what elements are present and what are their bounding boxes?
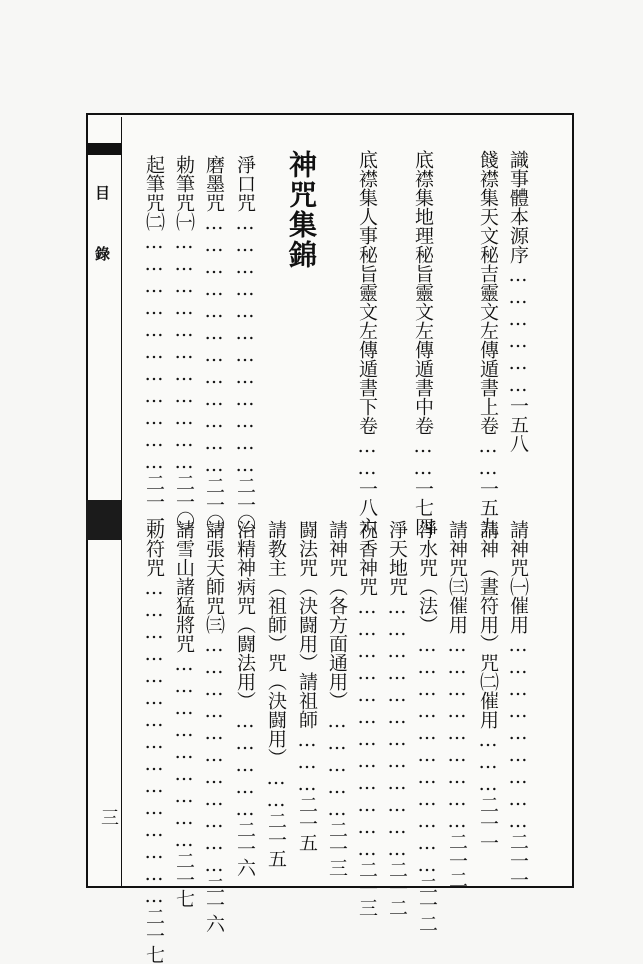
toc-entry — [266, 520, 285, 868]
toc-entry-dots: …… — [356, 435, 378, 479]
toc-entry-title: 請神咒㈢催用 — [446, 520, 468, 634]
toc-entry — [417, 520, 436, 933]
spell-dots: …………………………… — [143, 231, 165, 473]
toc-entry-dots: …… — [477, 435, 499, 479]
toc-entry-page: 一五八 — [507, 396, 529, 453]
toc-entry-page: 二一六 — [234, 820, 256, 877]
toc-entry-page: 二一三 — [356, 860, 378, 917]
toc-entry — [508, 520, 527, 889]
toc-entry-page: 二一一 — [477, 795, 499, 852]
sidebar-top-bar — [86, 143, 121, 155]
toc-entry-dots: ……………………………………… — [143, 577, 165, 907]
toc-entry-dots: …………………………… — [203, 634, 225, 876]
toc-entry-dots: ……… — [477, 729, 499, 795]
toc-entry-title: 底襟集地理秘旨靈文左傳遁書中卷 — [412, 150, 434, 435]
toc-entry — [327, 520, 346, 877]
toc-entry-title: 闘法咒（決闘用）請祖師 — [296, 520, 318, 729]
spell-dots: ……………………………… — [234, 212, 256, 476]
toc-entry-dots: …… — [265, 767, 287, 811]
toc-entry-title: 請雪山諸猛將咒 — [173, 520, 195, 653]
toc-entry-page: 二一一 — [507, 832, 529, 889]
spell-title: 淨口咒 — [234, 155, 256, 212]
toc-entry-title: 淨水咒（法） — [416, 520, 438, 634]
toc-entry — [357, 520, 376, 917]
toc-entry-page: 一五九 — [477, 479, 499, 536]
page-number: 三 — [98, 808, 119, 840]
toc-entry — [297, 520, 316, 852]
toc-entry — [387, 520, 406, 917]
toc-entry-title: 請神（晝符用）咒㈡催用 — [477, 520, 499, 729]
toc-entry — [357, 150, 376, 536]
toc-entry-dots: …………………………… — [416, 634, 438, 876]
toc-entry-page: 二一三 — [326, 820, 348, 877]
toc-entry — [235, 520, 254, 877]
spell-title: 勅筆咒㈠ — [173, 155, 195, 231]
toc-entry-dots: …………… — [326, 710, 348, 820]
spell-title: 磨墨咒 — [203, 155, 225, 212]
sidebar-title: 目 錄 — [93, 185, 111, 275]
toc-entry — [508, 150, 527, 453]
spell-title: 起筆咒㈡ — [143, 155, 165, 231]
toc-entry-title: 底襟集人事秘旨靈文左傳遁書下卷 — [356, 150, 378, 435]
toc-entry-title: 請張天師咒㈢ — [203, 520, 225, 634]
toc-entry-page: 二一二 — [386, 860, 408, 917]
toc-entry-page: 二一六 — [203, 876, 225, 933]
toc-entry-dots: ……………………… — [446, 634, 468, 832]
spell-page: 二一一 — [143, 473, 165, 530]
toc-entry-dots: ……………………… — [173, 653, 195, 851]
toc-entry-page: 二一二 — [416, 876, 438, 933]
toc-entry — [174, 520, 193, 908]
spell-page: 二一〇 — [173, 473, 195, 530]
toc-entry-title: 請神咒（各方面通用） — [326, 520, 348, 710]
toc-entry-page: 二一二 — [446, 832, 468, 889]
toc-entry-page: 一七四 — [412, 479, 434, 536]
sidebar-mid-bar — [86, 500, 121, 540]
toc-entry-title: 祝香神咒 — [356, 520, 378, 596]
toc-entry — [478, 520, 497, 852]
toc-entry-title: 請神咒㈠催用 — [507, 520, 529, 634]
toc-entry-page: 一八六 — [356, 479, 378, 536]
section-heading: 神咒集錦 — [285, 150, 318, 270]
toc-entry-page: 二一七 — [173, 851, 195, 908]
spell-entry — [235, 155, 254, 533]
spell-page: 二一〇 — [234, 476, 256, 533]
toc-entry-title: 餞襟集天文秘吉靈文左傳遁書上卷 — [477, 150, 499, 435]
toc-entry-title: 治精神病咒（闘法用） — [234, 520, 256, 710]
toc-entry-dots: ……………… — [507, 264, 529, 396]
spell-entry — [144, 155, 163, 530]
spell-entry — [174, 155, 193, 530]
toc-entry-dots: …………… — [234, 710, 256, 820]
toc-entry-dots: …… — [412, 435, 434, 479]
toc-entry-page: 二一五 — [296, 795, 318, 852]
spell-dots: ……………………………… — [203, 212, 225, 476]
toc-entry — [144, 520, 163, 964]
toc-entry-title: 勅符咒 — [143, 520, 165, 577]
toc-entry-dots: ……………………… — [507, 634, 529, 832]
toc-entry-dots: ……………………………… — [386, 596, 408, 860]
toc-entry — [413, 150, 432, 536]
toc-entry-title: 淨天地咒 — [386, 520, 408, 596]
toc-entry-title: 請教主（祖師）咒（決闘用） — [265, 520, 287, 767]
toc-entry-title: 識事體本源序 — [507, 150, 529, 264]
toc-entry — [204, 520, 223, 933]
toc-entry-dots: ……………………………… — [356, 596, 378, 860]
spell-entry — [204, 155, 223, 533]
spell-dots: …………………………… — [173, 231, 195, 473]
toc-entry — [478, 150, 497, 536]
toc-entry-dots: ……… — [296, 729, 318, 795]
toc-entry-page: 二一七 — [143, 907, 165, 964]
toc-entry — [447, 520, 466, 889]
toc-entry-page: 二一五 — [265, 811, 287, 868]
spell-page: 二一〇 — [203, 476, 225, 533]
